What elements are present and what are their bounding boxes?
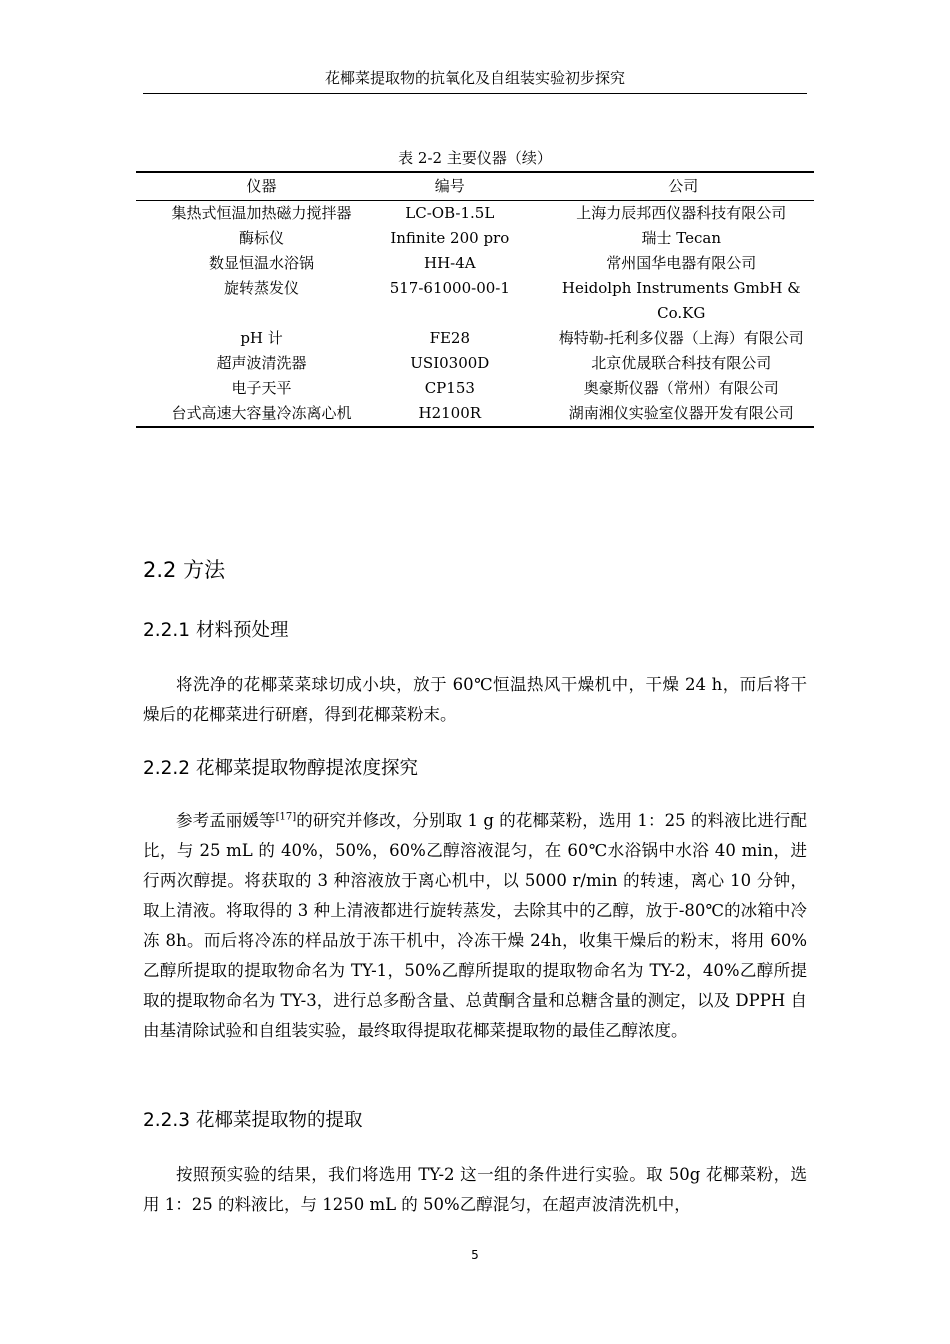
table-row bbox=[136, 376, 814, 401]
cell-instrument: 旋转蒸发仪 bbox=[224, 279, 300, 297]
cell-company: 梅特勒-托利多仪器（上海）有限公司 bbox=[558, 329, 804, 347]
running-header: 花椰菜提取物的抗氧化及自组装实验初步探究 bbox=[324, 69, 625, 87]
cell-company: 湖南湘仪实验室仪器开发有限公司 bbox=[568, 404, 794, 422]
cell-code: USI0300D bbox=[410, 354, 490, 372]
column-header-code: 编号 bbox=[434, 177, 465, 195]
cell-code: LC-OB-1.5L bbox=[405, 204, 495, 222]
table-row bbox=[136, 351, 814, 376]
subsection-title-pretreatment: 2.2.1 材料预处理 bbox=[143, 620, 289, 641]
section-title: 2.2 方法 bbox=[143, 558, 226, 582]
paragraph-text-part-1: 参考孟丽媛等 bbox=[176, 811, 276, 830]
instrument-table bbox=[136, 171, 814, 428]
table-row bbox=[136, 276, 814, 326]
cell-instrument: pH 计 bbox=[240, 329, 283, 347]
cell-instrument: 台式高速大容量冷冻离心机 bbox=[171, 404, 352, 422]
cell-instrument: 酶标仪 bbox=[239, 229, 285, 247]
cell-company: 北京优晟联合科技有限公司 bbox=[591, 354, 772, 372]
cell-code: 517-61000-00-1 bbox=[389, 279, 510, 297]
paragraph-text-part-2: 的研究并修改，分别取 1 g 的花椰菜粉，选用 1：25 的料液比进行配比，与 25 mL 的 40%，50%，60%乙醇溶液混匀，在 60℃水浴锅中水浴 40 min，进行两次醇提。将获取的 3 种溶液放于离心机中，以 5000 r/min 的转速，离心 10 分钟，取上清液。将取得的 3 种上清液都进行旋转蒸发，去除其中的乙醇，放于-80℃的冰箱中冷冻 8h。而后将冷冻的样品放于冻干机中，冷冻干燥 24h，收集干燥后的粉末，将用 60%乙醇所提取的提取物命名为 TY-1，50%乙醇所提取的提取物命名为 TY-2，40%乙醇所提取的提取物命名为 TY-3，进行总多酚含量、总黄酮含量和总糖含量的测定，以及 DPPH 自由基清除试验和自组装实验，最终取得提取花椰菜提取物的最佳乙醇浓度。 bbox=[143, 811, 808, 1040]
cell-company: 常州国华电器有限公司 bbox=[606, 254, 757, 272]
table-row bbox=[136, 326, 814, 351]
cell-company: 奥豪斯仪器（常州）有限公司 bbox=[583, 379, 779, 397]
cell-company: Heidolph Instruments GmbH & Co.KG bbox=[561, 279, 801, 322]
cell-code: CP153 bbox=[424, 379, 475, 397]
citation-reference: [17] bbox=[275, 811, 297, 823]
column-header-company: 公司 bbox=[668, 177, 699, 195]
header-rule bbox=[143, 93, 807, 94]
cell-instrument: 集热式恒温加热磁力搅拌器 bbox=[171, 204, 352, 222]
cell-code: Infinite 200 pro bbox=[390, 229, 510, 247]
paragraph-extraction: 按照预实验的结果，我们将选用 TY-2 这一组的条件进行实验。取 50g 花椰菜粉，选用 1：25 的料液比，与 1250 mL 的 50%乙醇混匀，在超声波清洗机中， bbox=[143, 1165, 807, 1214]
subsection-title-ethanol-concentration: 2.2.2 花椰菜提取物醇提浓度探究 bbox=[143, 758, 418, 779]
cell-instrument: 电子天平 bbox=[231, 379, 292, 397]
cell-instrument: 超声波清洗器 bbox=[216, 354, 307, 372]
column-header-instrument: 仪器 bbox=[246, 177, 277, 195]
paragraph-pretreatment: 将洗净的花椰菜菜球切成小块，放于 60℃恒温热风干燥机中，干燥 24 h，而后将干燥后的花椰菜进行研磨，得到花椰菜粉末。 bbox=[143, 675, 807, 724]
cell-code: FE28 bbox=[429, 329, 471, 347]
cell-instrument: 数显恒温水浴锅 bbox=[209, 254, 315, 272]
table-header-row bbox=[136, 172, 814, 201]
table-row bbox=[136, 401, 814, 427]
table-row bbox=[136, 201, 814, 227]
paragraph-ethanol-concentration bbox=[143, 806, 807, 1046]
cell-code: HH-4A bbox=[424, 254, 476, 272]
table-caption: 表 2-2 主要仪器（续） bbox=[398, 149, 552, 167]
subsection-title-extraction: 2.2.3 花椰菜提取物的提取 bbox=[143, 1110, 363, 1131]
table-row bbox=[136, 226, 814, 251]
cell-company: 瑞士 Tecan bbox=[641, 229, 721, 247]
cell-company: 上海力辰邦西仪器科技有限公司 bbox=[576, 204, 787, 222]
table-row bbox=[136, 251, 814, 276]
page-number: 5 bbox=[471, 1248, 479, 1262]
cell-code: H2100R bbox=[418, 404, 482, 422]
